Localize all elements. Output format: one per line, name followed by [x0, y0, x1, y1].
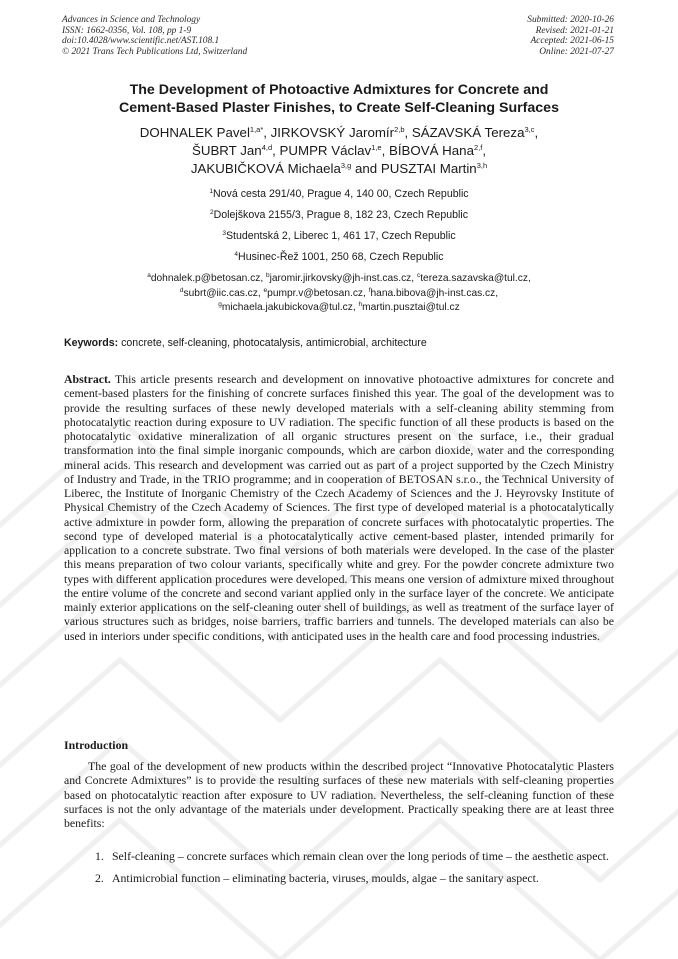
affiliation-address: Studentská 2, Liberec 1, 461 17, Czech Republic — [225, 230, 456, 242]
author-line: DOHNALEK Pavel$^{1,a*}$, JIRKOVSKÝ Jaromír$^{2,b}$, SÁZAVSKÁ Tereza$^{3,c}$, — [139, 125, 539, 140]
abstract — [64, 372, 614, 643]
author-affil-mark: 4,d — [261, 143, 273, 152]
email-address[interactable]: hana.bibova@jh-inst.cas.cz — [370, 287, 496, 299]
email-mark: d — [179, 286, 184, 294]
abstract-text: This article presents research and development on innovative photoactive admixtures for concrete and cement-based plasters for the finishing of concrete surfaces finished this year. The goal of the development was to provide the resulting surfaces of these newly developed materials with a self-cleaning ability stemming from photocatalytic reaction during exposure to UV radiation. The specific function of all these products is based on the photocatalytic oxidative mineralization of all organic structures present on the surface, i.e., their gradual transformation into the final simple inorganic compounds, which are carbon dioxide, water and the corresponding mineral acids. This research and development was carried out as part of a project supported by the Czech Ministry of Industry and Trade, in the TRIO programme; and in cooperation of BETOSAN s.r.o., the Technical University of Liberec, the Institute of Inorganic Chemistry of the Czech Academy of Sciences and the J. Heyrovsky Institute of Physical Chemistry of the Czech Academy of Sciences. The first type of developed material is a photocatalytically active admixture in powder form, allowing the preparation of concrete surfaces with photocatalytic properties. The second type of developed material is a photocatalytically active cement-based plaster, intended primarily for application to a concrete substrate. Two final versions of both materials were developed. In the case of the plaster this means preparation of two colour variants, specifically white and grey. For the powder concrete admixture two types with different application procedures were developed. This means one version of admixture mixed throughout the entire volume of the concrete and second variant applied only in the surface layer of the concrete. We anticipate mainly exterior applications on the self-cleaning outer shell of buildings, as well as treatment of the surface layer of various structures such as bridges, noise barriers, traffic barriers and tunnels. The developed materials can also be used in interiors under specific conditions, with anticipated uses in the health care and food processing industries. — [64, 372, 614, 643]
email-mark: a — [147, 272, 151, 279]
journal-doi: doi:10.4028/www.scientific.net/AST.108.1 — [62, 36, 220, 47]
author-affil-mark: 1,e — [371, 143, 382, 152]
author-list — [40, 124, 638, 178]
journal-header — [62, 15, 614, 57]
date-accepted: Accepted: 2021-06-15 — [530, 36, 614, 47]
email-address[interactable]: martin.pusztai@tul.cz — [362, 302, 460, 313]
list-number: 2. — [95, 871, 104, 886]
list-item — [95, 871, 614, 885]
email-mark: e — [263, 286, 268, 294]
email-mark: g — [218, 301, 222, 308]
email-address[interactable]: subrt@iic.cas.cz — [183, 287, 258, 299]
email-address[interactable]: jaromir.jirkovsky@jh-inst.cas.cz — [269, 273, 412, 284]
journal-copyright: © 2021 Trans Tech Publications Ltd, Switzerland — [62, 46, 248, 57]
author-affil-mark: 2,b — [394, 125, 405, 134]
author-name: ŠUBRT Jan — [191, 143, 262, 158]
author-name: PUMPR Václav — [279, 143, 372, 158]
date-online: Online: 2021-07-27 — [539, 46, 614, 57]
benefits-list — [95, 849, 614, 894]
keywords — [64, 337, 618, 350]
keywords-label: Keywords: — [64, 337, 119, 349]
email-list — [30, 272, 648, 316]
author-affil-mark: 1,a* — [249, 125, 264, 134]
section-heading: Introduction — [64, 738, 129, 752]
author-name: BÍBOVÁ Hana — [388, 143, 474, 158]
author-affil-mark: 3,h — [476, 161, 488, 170]
author-name: JAKUBIČKOVÁ Michaela — [190, 161, 341, 176]
affiliation-address: Husinec-Řež 1001, 250 68, Czech Republic — [238, 251, 444, 263]
author-line — [40, 160, 638, 178]
author-affil-mark: 3,c — [524, 125, 535, 134]
author-name: SÁZAVSKÁ Tereza — [411, 125, 525, 140]
affiliation-number: 3 — [222, 230, 226, 237]
abstract-label: Abstract. — [64, 372, 111, 386]
author-name: JIRKOVSKÝ Jaromír — [270, 125, 395, 140]
email-mark: b — [265, 272, 270, 279]
affiliation-number: 2 — [209, 209, 214, 216]
affiliation-number: 1 — [209, 188, 214, 195]
email-mark: f — [368, 286, 371, 294]
email-line: $^a$dohnalek.p@betosan.cz, $^b$jaromir.jirkovsky@jh-inst.cas.cz, $^c$tereza.sazavska@tul.cz, — [147, 272, 531, 284]
author-line: ŠUBRT Jan$^{4,d}$, PUMPR Václav$^{1,e}$, BÍBOVÁ Hana$^{2,f}$, — [191, 143, 487, 158]
email-address[interactable]: dohnalek.p@betosan.cz — [150, 273, 261, 284]
affiliation-address: Nová cesta 291/40, Prague 4, 140 00, Czech Republic — [213, 188, 469, 200]
intro-paragraph: The goal of the development of new products within the described project “Innovative Photocatalytic Plasters and Concrete Admixtures” is to provide the resulting surfaces of these new materials with self-cleaning properties based on photocatalytic reaction after exposure to UV radiation. Nevertheless, the self-cleaning function of these surfaces is not the only advantage of the materials under development. Practically speaking there are at least three benefits: — [64, 759, 614, 830]
paper-title — [40, 81, 638, 117]
email-line: $^g$michaela.jakubickova@tul.cz, $^h$martin.pusztai@tul.cz — [218, 301, 460, 313]
article-dates — [527, 15, 614, 57]
list-item — [95, 849, 614, 863]
affiliation — [40, 226, 638, 247]
email-mark: h — [358, 301, 363, 308]
author-affil-mark: 2,f — [473, 143, 483, 152]
author-name: DOHNALEK Pavel — [139, 125, 250, 140]
author-conjunction: and — [351, 161, 381, 176]
email-address[interactable]: pumpr.v@betosan.cz — [267, 287, 364, 299]
list-item-text: Antimicrobial function – eliminating bacteria, viruses, moulds, algae – the sanitary aspect. — [112, 871, 539, 886]
email-line: $^d$subrt@iic.cas.cz, $^e$pumpr.v@betosan.cz, $^f$hana.bibova@jh-inst.cas.cz, — [179, 286, 499, 299]
date-submitted: Submitted: 2020-10-26 — [527, 15, 614, 25]
title-line: Cement-Based Plaster Finishes, to Create Self-Cleaning Surfaces — [119, 100, 559, 116]
email-address[interactable]: michaela.jakubickova@tul.cz — [221, 302, 353, 313]
author-name: PUSZTAI Martin — [380, 161, 477, 176]
title-line: The Development of Photoactive Admixtures for Concrete and — [129, 82, 549, 98]
author-affil-mark: 3,g — [340, 161, 352, 170]
list-number: 1. — [95, 849, 104, 863]
journal-issn: ISSN: 1662-0356, Vol. 108, pp 1-9 — [62, 25, 192, 36]
email-mark: c — [416, 272, 421, 279]
affiliation-number: 4 — [234, 251, 239, 258]
keywords-text: concrete, self-cleaning, photocatalysis, antimicrobial, architecture — [118, 337, 427, 349]
affiliation — [40, 184, 638, 205]
affiliation-address: Dolejškova 2155/3, Prague 8, 182 23, Czech Republic — [213, 209, 469, 221]
journal-name: Advances in Science and Technology — [62, 15, 201, 25]
journal-info — [62, 15, 247, 57]
affiliation — [40, 205, 638, 226]
email-address[interactable]: tereza.sazavska@tul.cz — [420, 273, 528, 284]
list-item-text: Self-cleaning – concrete surfaces which remain clean over the long periods of time – the aesthetic aspect. — [112, 849, 609, 863]
date-revised: Revised: 2021-01-21 — [535, 25, 614, 36]
affiliation-list — [40, 184, 638, 268]
affiliation — [40, 247, 638, 268]
